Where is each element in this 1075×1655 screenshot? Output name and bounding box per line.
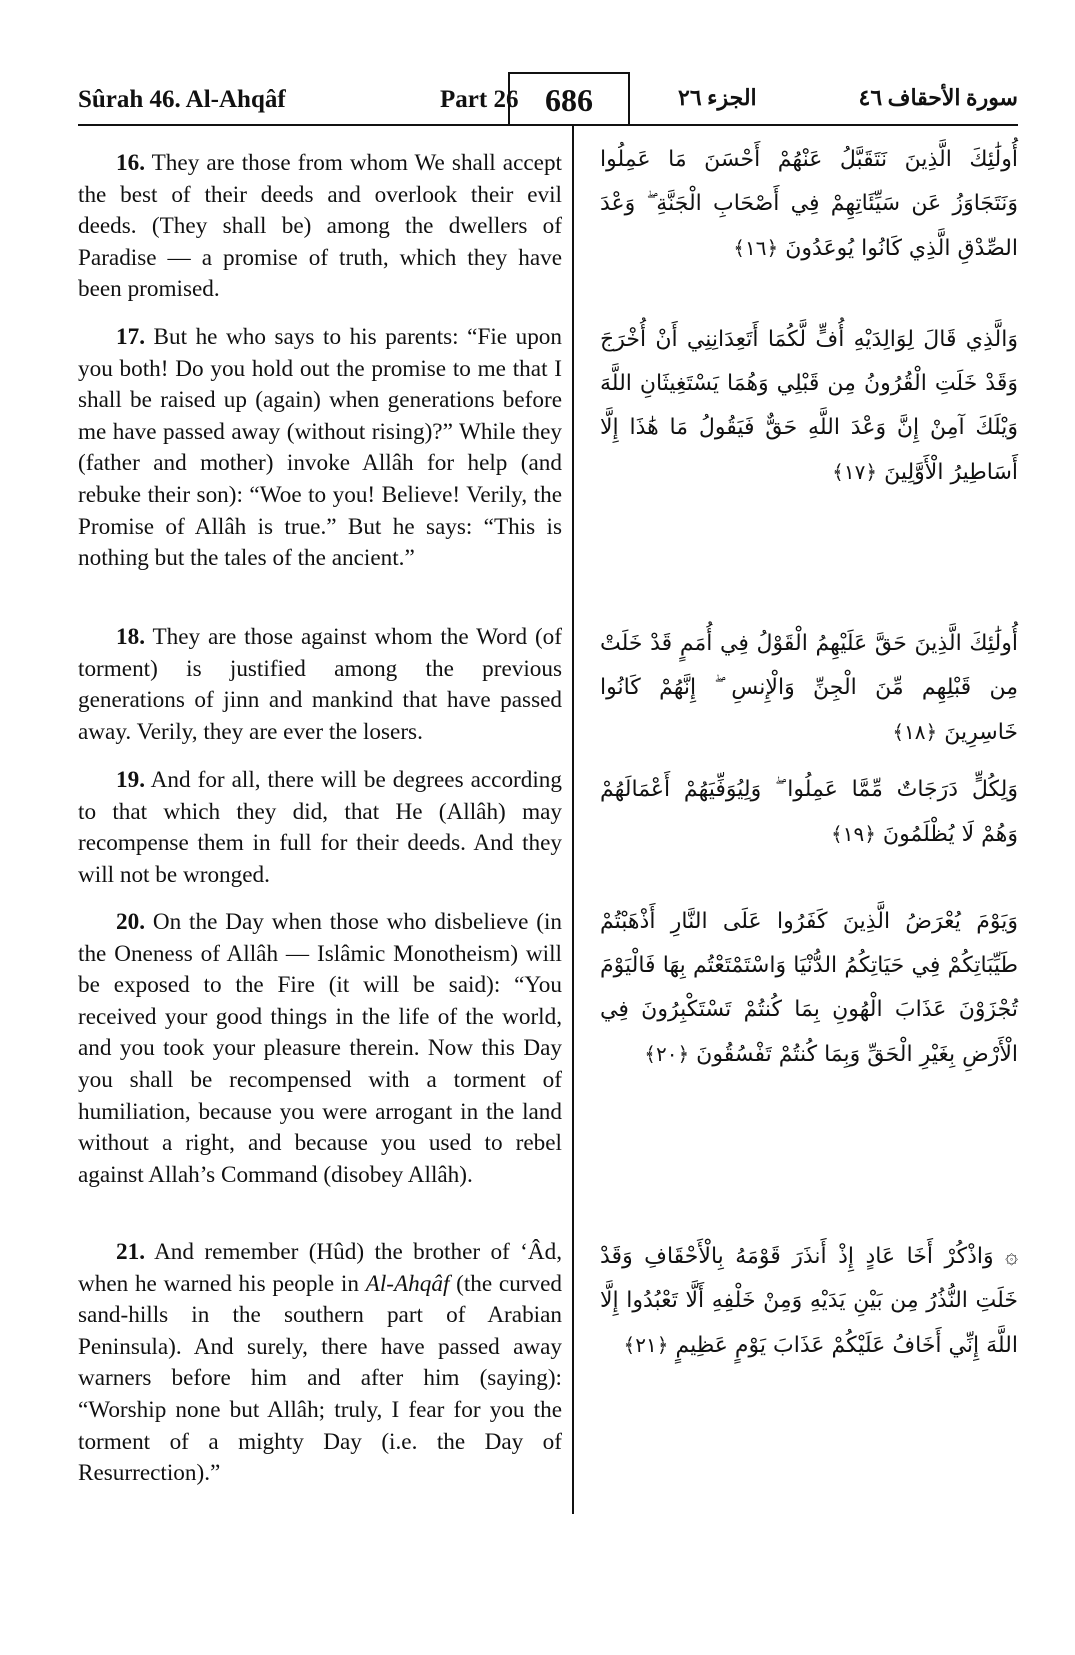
verse-18-translation <box>78 622 562 748</box>
column-divider <box>572 126 574 1514</box>
arabic-text: أُولَٰئِكَ الَّذِينَ حَقَّ عَلَيْهِمُ الْقَوْلُ فِي أُمَمٍ قَدْ خَلَتْ مِن قَبْلِهِم مِّنَ الْجِنِّ وَالْإِنسِ ۖ إِنَّهُمْ كَانُوا خَاسِرِينَ <box>600 631 1018 745</box>
verse-text: And for all, there will be degrees according to that which they did, that He (Allâh) may recompense them in full for their deeds. And they will not be wronged. <box>78 767 562 888</box>
verse-19-translation <box>78 765 562 891</box>
verse-number: 21. <box>116 1239 145 1265</box>
verse-17-arabic <box>600 318 1018 495</box>
arabic-text: ۞ وَاذْكُرْ أَخَا عَادٍ إِذْ أَنذَرَ قَوْمَهُ بِالْأَحْقَافِ وَقَدْ خَلَتِ النُّذُرُ مِن بَيْنِ يَدَيْهِ وَمِنْ خَلْفِهِ أَلَّا تَعْبُدُوا إِلَّا اللَّهَ إِنِّي أَخَافُ عَلَيْكُمْ عَذَابَ يَوْمٍ عَظِيمٍ <box>600 1244 1018 1358</box>
verse-text-italic: Al-Ahqâf <box>365 1270 450 1297</box>
verse-20-arabic <box>600 900 1018 1077</box>
verse-text: They are those from whom We shall accept the best of their deeds and overlook their evil deeds. (They shall be) among the dwellers of Paradise — a promise of truth, which they have been promised. <box>78 150 562 303</box>
verse-18-arabic <box>600 622 1018 755</box>
verse-16-translation <box>78 148 562 306</box>
part-label-english: Part 26 <box>440 86 519 113</box>
verse-17-translation <box>78 322 562 575</box>
verse-end-marker: ﴿٢١﴾ <box>623 1333 669 1357</box>
verse-end-marker: ﴿٢٠﴾ <box>644 1042 690 1066</box>
verse-number: 20. <box>116 909 145 935</box>
verse-21-translation <box>78 1237 562 1490</box>
verse-end-marker: ﴿١٩﴾ <box>830 822 876 846</box>
verse-number: 19. <box>116 767 145 793</box>
verse-text: On the Day when those who disbelieve (in the Oneness of Allâh — Islâmic Monotheism) will be exposed to the Fire (it will be said): “You received your good things in the life of the world, and you took your pleasure therein. Now this Day you shall be recompensed with a torment of humiliation, because you were arrogant in the land without a right, and because you used to rebel against Allah’s Command (disobey Allâh). <box>78 909 562 1188</box>
surah-title-arabic: سورة الأحقاف ٤٦ <box>858 85 1018 110</box>
verse-number: 16. <box>116 150 145 176</box>
verse-19-arabic <box>600 768 1018 857</box>
verse-21-arabic <box>600 1235 1018 1368</box>
arabic-text: وَالَّذِي قَالَ لِوَالِدَيْهِ أُفٍّ لَّكُمَا أَتَعِدَانِنِي أَنْ أُخْرَجَ وَقَدْ خَلَتِ الْقُرُونُ مِن قَبْلِي وَهُمَا يَسْتَغِيثَانِ اللَّهَ وَيْلَكَ آمِنْ إِنَّ وَعْدَ اللَّهِ حَقٌّ فَيَقُولُ مَا هَٰذَا إِلَّا أَسَاطِيرُ الْأَوَّلِينَ <box>600 327 1018 485</box>
arabic-text: وَلِكُلٍّ دَرَجَاتٌ مِّمَّا عَمِلُوا ۖ وَلِيُوَفِّيَهُمْ أَعْمَالَهُمْ وَهُمْ لَا يُظْلَمُونَ <box>600 777 1018 847</box>
arabic-text: وَيَوْمَ يُعْرَضُ الَّذِينَ كَفَرُوا عَلَى النَّارِ أَذْهَبْتُمْ طَيِّبَاتِكُمْ فِي حَيَاتِكُمُ الدُّنْيَا وَاسْتَمْتَعْتُم بِهَا فَالْيَوْمَ تُجْزَوْنَ عَذَابَ الْهُونِ بِمَا كُنتُمْ تَسْتَكْبِرُونَ فِي الْأَرْضِ بِغَيْرِ الْحَقِّ وَبِمَا كُنتُمْ تَفْسُقُونَ <box>600 909 1018 1067</box>
header-rule <box>78 124 1018 126</box>
page-header <box>78 72 1018 126</box>
verse-text: And remember (Hûd) the brother of ‘Âd, when he warned his people in <box>78 1239 562 1297</box>
surah-title-english: Sûrah 46. Al-Ahqâf <box>78 86 286 113</box>
verse-text: But he who says to his parents: “Fie upon you both! Do you hold out the promise to me that I shall be raised up (again) when generations before me have passed away (without rising)?” While they (father and mother) invoke Allâh for help (and rebuke their son): “Woe to you! Believe! Verily, the Promise of Allâh is true.” But he says: “This is nothing but the tales of the ancient.” <box>78 324 562 572</box>
verse-16-arabic <box>600 138 1018 271</box>
verse-20-translation <box>78 907 562 1191</box>
verse-text: They are those against whom the Word (of torment) is justified among the previous generations of jinn and mankind that have passed away. Verily, they are ever the losers. <box>78 624 562 745</box>
verse-end-marker: ﴿١٦﴾ <box>733 236 779 260</box>
verse-number: 17. <box>116 324 145 350</box>
verse-text: (the curved sand-hills in the southern part of Arabian Peninsula). And surely, there have passed away warners before him and after him (saying): “Worship none but Allâh; truly, I fear for you the torment of a mighty Day (i.e. the Day of Resurrection).” <box>78 1270 562 1487</box>
verse-end-marker: ﴿١٧﴾ <box>832 460 878 484</box>
verse-number: 18. <box>116 624 145 650</box>
part-label-arabic: الجزء ٢٦ <box>678 85 757 110</box>
verse-end-marker: ﴿١٨﴾ <box>892 720 938 744</box>
page-number: 686 <box>508 72 630 126</box>
arabic-text: أُولَٰئِكَ الَّذِينَ نَتَقَبَّلُ عَنْهُمْ أَحْسَنَ مَا عَمِلُوا وَنَتَجَاوَزُ عَن سَيِّئَاتِهِمْ فِي أَصْحَابِ الْجَنَّةِ ۖ وَعْدَ الصِّدْقِ الَّذِي كَانُوا يُوعَدُونَ <box>600 147 1018 261</box>
